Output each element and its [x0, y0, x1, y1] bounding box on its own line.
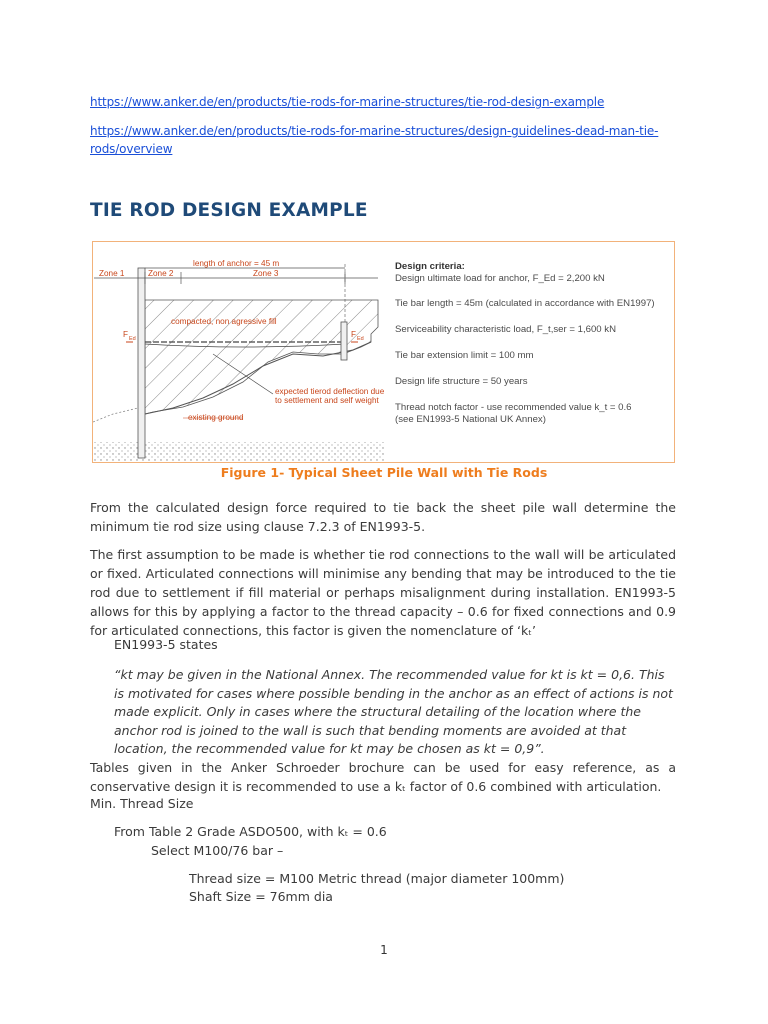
link-design-guidelines[interactable]: https://www.anker.de/en/products/tie-rods-for-marine-structures/design-guidelines-dead-man-tie-rods/overview	[90, 124, 659, 156]
force-label-left: F	[123, 330, 129, 339]
page-title: TIE ROD DESIGN EXAMPLE	[90, 200, 368, 221]
fill-label: compacted, non agressive fill	[171, 317, 277, 326]
thread-size-line: Thread size = M100 Metric thread (major diameter 100mm)	[189, 871, 565, 886]
deflection-label-2: to settlement and self weight	[275, 396, 379, 405]
figure-sheet-pile-wall	[92, 241, 675, 463]
shaft-size-line: Shaft Size = 76mm dia	[189, 889, 333, 904]
anchor-wall	[341, 322, 347, 360]
criteria-item: Tie bar length = 45m (calculated in accordance with EN1997)	[395, 298, 655, 309]
criteria-item: Serviceability characteristic load, F_t,ser = 1,600 kN	[395, 324, 617, 335]
zone1-label: Zone 1	[99, 269, 125, 278]
sheet-pile-wall	[138, 268, 145, 458]
criteria-item: Design ultimate load for anchor, F_Ed = 2,200 kN	[395, 273, 605, 284]
page-number: 1	[380, 943, 388, 957]
criteria-item: (see EN1993-5 National UK Annex)	[395, 414, 546, 425]
paragraph-assumption: The first assumption to be made is whether tie rod connections to the wall will be articulated or fixed. Articulated connections will minimise any bending that may be introduced to the tie rod due to settlement if fill material or perhaps misalignment during installation. EN1993-5 allows for this by applying a factor to the thread capacity – 0.6 for fixed connections and 0.9 for articulated connections, this factor is given the nomenclature of ‘kₜ’	[90, 547, 676, 638]
ground-base	[94, 442, 384, 462]
anchor-length-label: length of anchor = 45 m	[193, 259, 280, 268]
from-table-line: From Table 2 Grade ASDO500, with kₜ = 0.6	[114, 824, 387, 839]
force-sub-left: Ed	[129, 336, 136, 342]
criteria-item: Thread notch factor - use recommended value k_t = 0.6	[395, 402, 632, 413]
quote-en1993: “kt may be given in the National Annex. The recommended value for kt is kt = 0,6. This is motivated for cases where possible bending in the anchor as an effect of actions is not made explicit. Only in cases where the structural detailing of the location where the anchor rod is joined to the wall is such that bending moments are avoided at that location, the recommended value for kt may be chosen as kt = 0,9”.	[114, 667, 673, 756]
figure-diagram	[93, 242, 676, 464]
criteria-item: Tie bar extension limit = 100 mm	[395, 350, 534, 361]
criteria-title: Design criteria:	[395, 261, 465, 272]
select-bar-line: Select M100/76 bar –	[151, 843, 284, 858]
link-design-example[interactable]: https://www.anker.de/en/products/tie-rods-for-marine-structures/tie-rod-design-example	[90, 95, 605, 109]
paragraph-intro: From the calculated design force required to tie back the sheet pile wall determine the minimum tie rod size using clause 7.2.3 of EN1993-5.	[90, 500, 676, 534]
criteria-item: Design life structure = 50 years	[395, 376, 528, 387]
zone2-label: Zone 2	[148, 269, 174, 278]
old-ground-line	[93, 408, 138, 422]
deflection-label-1: expected tierod deflection due	[275, 387, 385, 396]
force-label-right: F	[351, 330, 357, 339]
ground-label: existing ground	[188, 413, 244, 422]
figure-caption: Figure 1- Typical Sheet Pile Wall with Tie Rods	[220, 465, 548, 480]
force-sub-right: Ed	[357, 336, 364, 342]
states-line: EN1993-5 states	[114, 637, 218, 652]
zone3-label: Zone 3	[253, 269, 279, 278]
paragraph-tables: Tables given in the Anker Schroeder brochure can be used for easy reference, as a conservative design it is recommended to use a kₜ factor of 0.6 combined with articulation.	[90, 760, 676, 794]
min-thread-size: Min. Thread Size	[90, 796, 194, 811]
